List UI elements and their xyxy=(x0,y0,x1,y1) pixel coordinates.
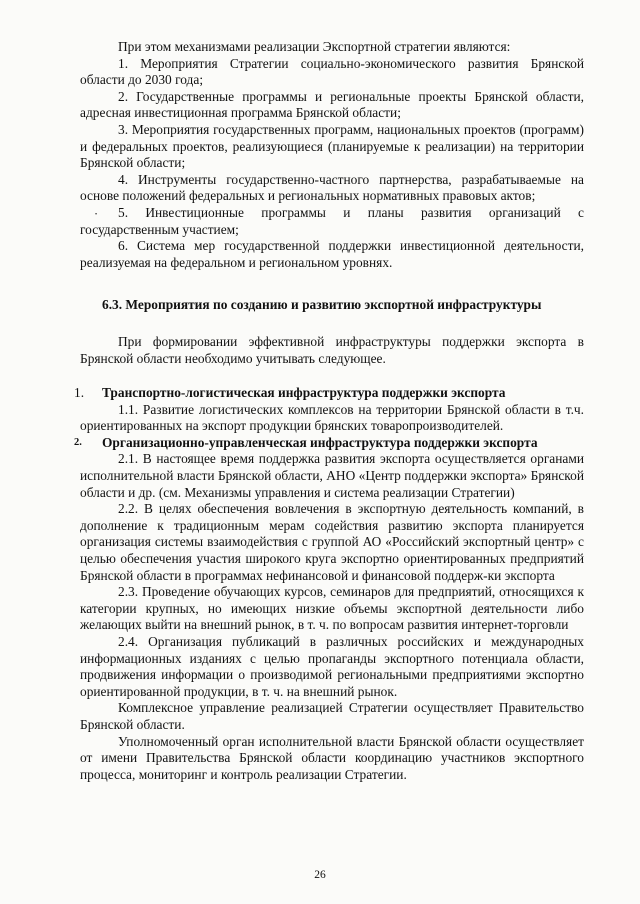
mechanism-item-1: 1. Мероприятия Стратегии социально-экономического развития Брянской области до 2030 года; xyxy=(80,55,584,88)
intro-paragraph: При формировании эффективной инфраструктуры поддержки экспорта в Брянской области необходимо учитывать следующее. xyxy=(80,333,584,366)
list-heading-1 xyxy=(74,385,584,402)
scan-speck: • xyxy=(95,212,98,218)
list-item-2-4: 2.4. Организация публикаций в различных российских и международных информационных изданиях с целью пропаганды экспортного потенциала области, продвижения информации о производимой региональными предприятиями экспортно ориентированной продукции, в т. ч. на внешний рынок. xyxy=(80,634,584,699)
list-item-2-1: 2.1. В настоящее время поддержка развития экспорта осуществляется органами исполнительной власти Брянской области, АНО «Центр поддержки экспорта» Брянской области и др. (см. Механизмы управления и система реализации Стратегии) xyxy=(80,451,584,500)
mechanism-item-5: 5. Инвестиционные программы и планы развития организаций с государственным участием; xyxy=(80,204,584,237)
list-heading-2 xyxy=(74,434,584,452)
section-heading: 6.3. Мероприятия по созданию и развитию экспортной инфраструктуры xyxy=(102,297,542,313)
list-number: 2. xyxy=(74,436,82,448)
mechanism-item-6: 6. Система мер государственной поддержки инвестиционной деятельности, реализуемая на федеральном и региональном уровнях. xyxy=(80,238,584,270)
page-number: 26 xyxy=(314,869,326,881)
list-item-1-1: 1.1. Развитие логистических комплексов на территории Брянской области в т.ч. ориентированных на экспорт продукции брянских товаропроизводителей. xyxy=(80,401,584,434)
mechanism-item-3: 3. Мероприятия государственных программ, национальных проектов (программ) и федеральных проектов, реализующиеся (планируемые к реализации) на территории Брянской области; xyxy=(80,121,584,171)
mechanism-item-2: 2. Государственные программы и региональные проекты Брянской области, адресная инвестиционная программа Брянской области; xyxy=(80,88,584,121)
list-title: Транспортно-логистическая инфраструктура поддержки экспорта xyxy=(102,385,506,401)
closing-paragraph-2: Уполномоченный орган исполнительной власти Брянской области осуществляет от имени Правительства Брянской области координацию участников экспортного процесса, мониторинг и контроль реализации Стратегии. xyxy=(80,733,584,782)
list-title: Организационно-управленческая инфраструктура поддержки экспорта xyxy=(102,434,538,450)
list-number: 1. xyxy=(74,385,85,401)
closing-paragraph-1: Комплексное управление реализацией Стратегии осуществляет Правительство Брянской области. xyxy=(80,700,584,732)
paragraph: При этом механизмами реализации Экспортной стратегии являются: xyxy=(118,39,511,54)
list-item-2-3: 2.3. Проведение обучающих курсов, семинаров для предприятий, относящихся к категории крупных, но имеющих низкие объемы экспортной деятельности либо желающих выйти на внешний рынок, в т. ч. по вопросам развития интернет-торговли xyxy=(80,584,584,633)
page-content xyxy=(74,39,584,783)
list-item-2-2: 2.2. В целях обеспечения вовлечения в экспортную деятельность компаний, в дополнение к традиционным мерам содействия развитию экспорта планируется организация системы взаимодействия с группой АО «Российский экспортный центр» с целью обеспечения участия широкого круга экспортно ориентированных предприятий Брянской области в программах нефинансовой и финансовой поддерж-ки экспорта xyxy=(80,501,584,583)
mechanism-item-4: 4. Инструменты государственно-частного партнерства, разрабатываемые на основе положений федеральных и региональных нормативных правовых актов; xyxy=(80,171,584,204)
